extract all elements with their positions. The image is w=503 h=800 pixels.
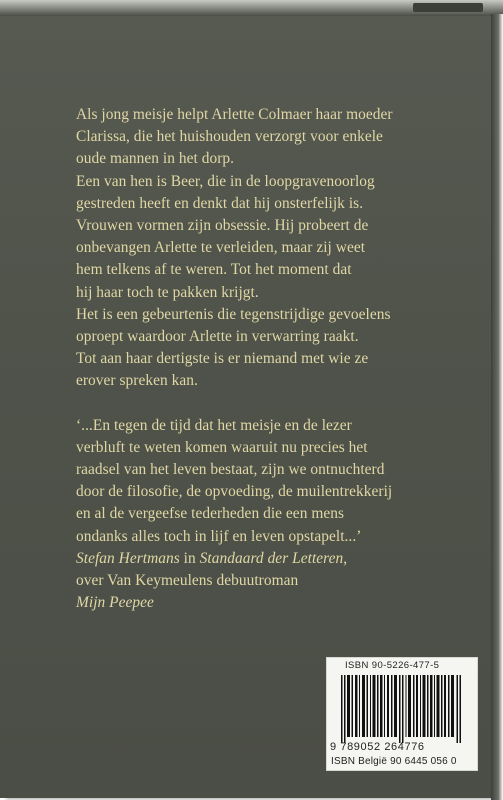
text-line: Als jong meisje helpt Arlette Colmaer haar moeder <box>76 106 393 123</box>
text-line: Vrouwen vormen zijn obsessie. Hij probeert de <box>76 217 369 235</box>
blurb-paragraph-2 <box>76 171 476 304</box>
quote-line: ondanks alles toch in lijf en leven opstapelt...’ <box>76 527 362 545</box>
quote-author: Stefan Hertmans <box>76 549 180 567</box>
blurb-paragraph-3 <box>76 304 476 348</box>
quote-attribution <box>76 548 476 570</box>
cover-right-edge <box>491 14 503 800</box>
quote-source-suffix: , <box>343 549 348 567</box>
quote-line: verbluft te weten komen waaruit nu precies het <box>76 438 368 456</box>
blurb-text <box>76 104 476 614</box>
text-line: Een van hen is Beer, die in de loopgravenoorlog <box>76 172 375 190</box>
quote-about: over Van Keymeulens debuutroman <box>76 572 299 590</box>
text-line: gestreden heeft en denkt dat hij onsterfelijk is. <box>76 194 364 212</box>
quote-line: ‘...En tegen de tijd dat het meisje en de lezer <box>76 416 352 434</box>
quote-source: Standaard der Letteren <box>199 549 344 567</box>
isbn-belgium-label: ISBN België 90 6445 056 0 <box>331 756 457 767</box>
text-line: oproept waardoor Arlette in verwarring raakt. <box>76 328 359 346</box>
blurb-paragraph-1 <box>76 104 476 171</box>
text-line: hem telkens af te weren. Tot het moment dat <box>76 261 352 279</box>
blurb-paragraph-4 <box>76 348 476 392</box>
barcode-icon <box>341 675 463 743</box>
text-line: Tot aan haar dertigste is er niemand met wie ze <box>76 350 369 368</box>
text-line: hij haar toch te pakken krijgt. <box>76 283 259 301</box>
quote-line: raadsel van het leven bestaat, zijn we ontnuchterd <box>76 461 385 479</box>
text-line: erover spreken kan. <box>76 372 198 390</box>
text-line: Het is een gebeurtenis die tegenstrijdige gevoelens <box>76 305 391 323</box>
barcode-digits: 9 789052 264776 <box>330 741 425 753</box>
review-quote <box>76 415 476 615</box>
text-line: onbevangen Arlette te verleiden, maar zij weet <box>76 239 366 257</box>
quote-book-title: Mijn Peepee <box>76 594 154 612</box>
isbn-label: ISBN 90-5226-477-5 <box>345 660 440 671</box>
text-line: Clarissa, die het huishouden verzorgt voor enkele <box>76 128 383 146</box>
quote-in: in <box>179 549 200 567</box>
text-line: oude mannen in het dorp. <box>76 150 235 168</box>
quote-line: door de filosofie, de opvoeding, de muilentrekkerij <box>76 483 393 501</box>
quote-line: en al de vergeefse tederheden die een mens <box>76 505 345 523</box>
spine-top-edge <box>0 0 503 16</box>
